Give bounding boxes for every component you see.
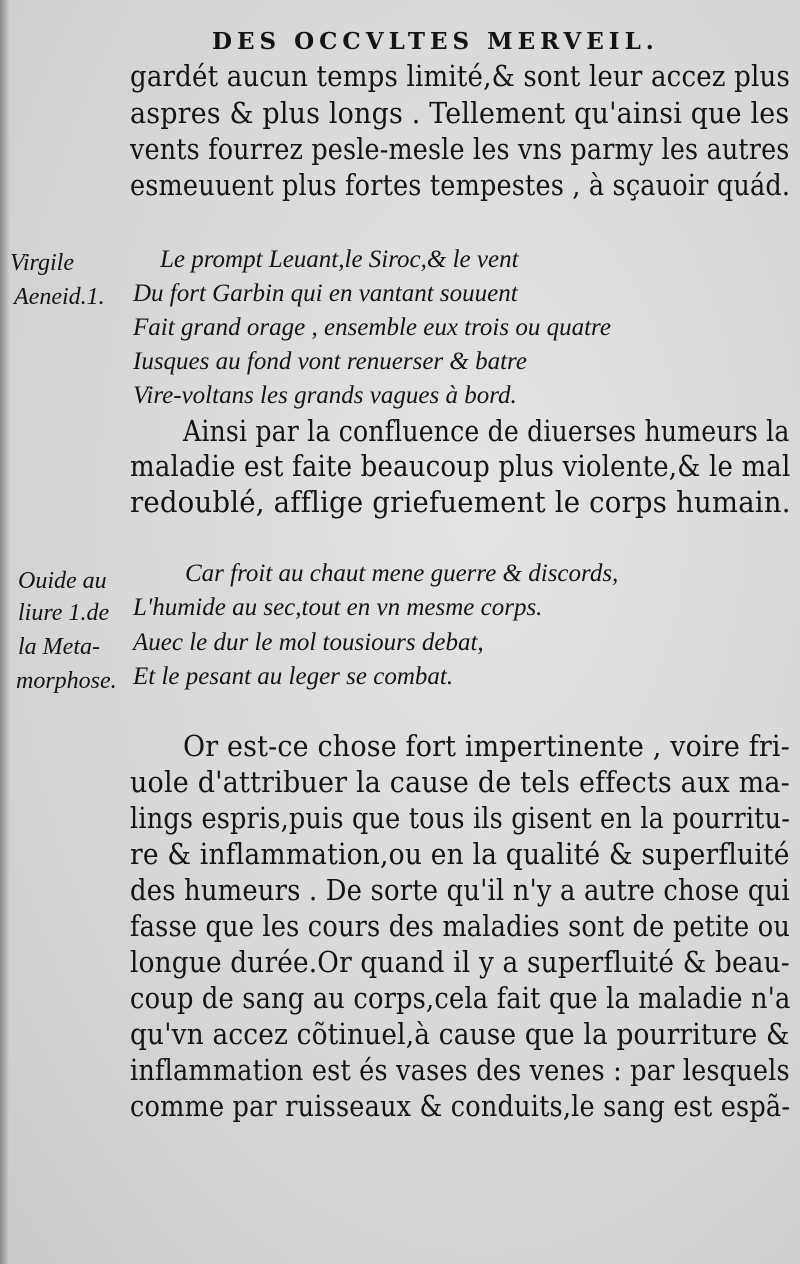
prose-line: Ainsi par la confluence de diuerses humeurs la <box>183 414 790 448</box>
prose-line: des humeurs . De sorte qu'il n'y a autre chose qui <box>130 873 790 907</box>
prose-line: maladie est faite beaucoup plus violente,& le mal <box>130 449 791 483</box>
marginal-note-line: la Meta- <box>18 634 100 660</box>
running-header: DES OCCVLTES MERVEIL. <box>212 28 659 55</box>
marginal-note-line: Ouide au <box>18 568 107 594</box>
prose-line: vents fourrez pesle-mesle les vns parmy les autres <box>130 132 790 166</box>
verse-line: Auec le dur le mol tousiours debat, <box>133 629 484 656</box>
marginal-note-line: Aeneid.1. <box>14 284 105 310</box>
prose-line: esmeuuent plus fortes tempestes , à sçauoir quád. <box>130 168 791 202</box>
prose-line: lings espris,puis que tous ils gisent en la pourritu- <box>130 801 791 835</box>
verse-line: Et le pesant au leger se combat. <box>133 663 454 690</box>
prose-line: comme par ruisseaux & conduits,le sang est espã- <box>130 1089 791 1123</box>
prose-line: redoublé, afflige griefuement le corps humain. <box>130 485 791 519</box>
verse-line: Iusques au fond vont renuerser & batre <box>133 348 527 375</box>
verse-line: L'humide au sec,tout en vn mesme corps. <box>133 594 543 621</box>
prose-line: gardét aucun temps limité,& sont leur accez plus <box>130 59 791 93</box>
verse-line: Le prompt Leuant,le Siroc,& le vent <box>160 246 519 273</box>
verse-line: Car froit au chaut mene guerre & discords, <box>185 560 619 587</box>
marginal-note-line: liure 1.de <box>18 600 110 626</box>
prose-line: qu'vn accez cõtinuel,à cause que la pourriture & <box>130 1017 790 1051</box>
verse-line: Fait grand orage , ensemble eux trois ou quatre <box>133 314 611 341</box>
verse-line: Du fort Garbin qui en vantant souuent <box>133 280 518 307</box>
prose-line: aspres & plus longs . Tellement qu'ainsi que les <box>130 96 790 130</box>
prose-line: Or est-ce chose fort impertinente , voire fri- <box>183 729 790 763</box>
prose-line: re & inflammation,ou en la qualité & superfluité <box>130 837 790 871</box>
prose-line: longue durée.Or quand il y a superfluité & beau- <box>130 945 790 979</box>
prose-line: inflammation est és vases des venes : par lesquels <box>130 1053 790 1087</box>
prose-line: coup de sang au corps,cela fait que la maladie n'a <box>130 981 791 1015</box>
prose-line: uole d'attribuer la cause de tels effects aux ma- <box>130 765 790 799</box>
prose-line: fasse que les cours des maladies sont de petite ou <box>130 909 791 943</box>
marginal-note-line: morphose. <box>16 668 117 694</box>
verse-line: Vire-voltans les grands vagues à bord. <box>133 382 517 409</box>
page-gutter-shadow <box>0 0 10 1264</box>
marginal-note-line: Virgile <box>10 250 74 276</box>
